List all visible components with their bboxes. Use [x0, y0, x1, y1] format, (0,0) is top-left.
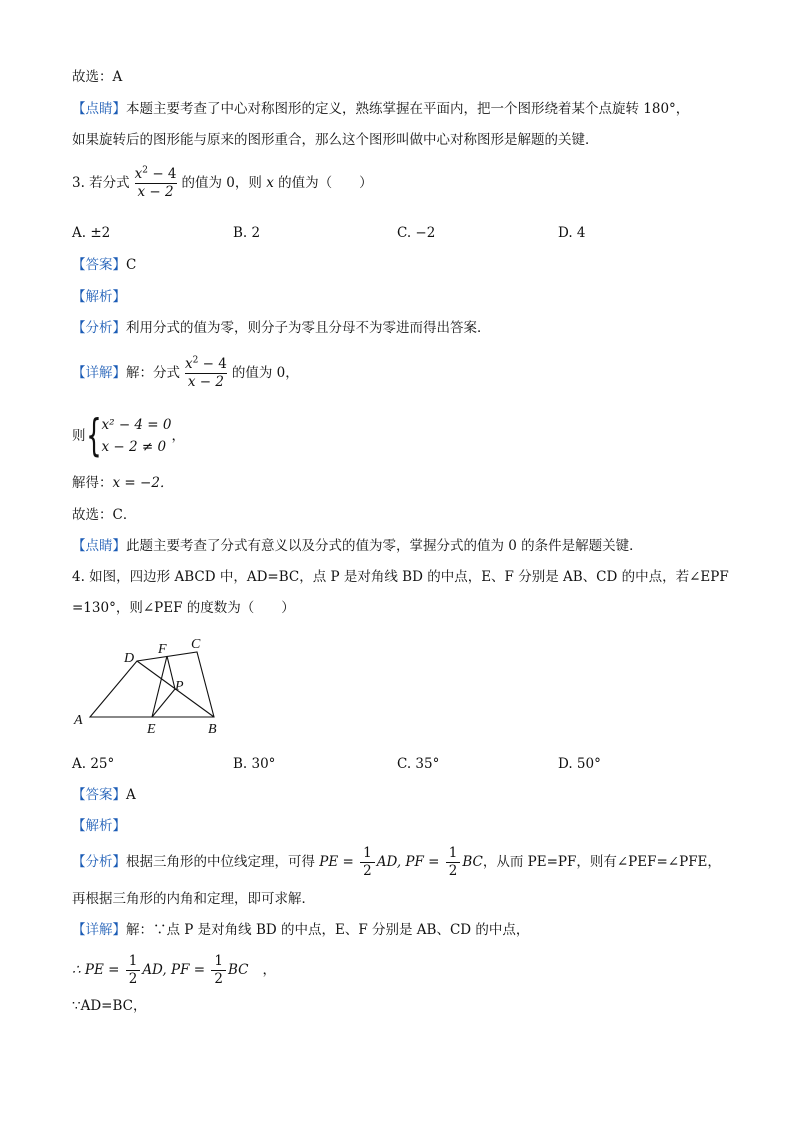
q3-system: [72, 410, 185, 461]
q3-option-b[interactable]: B. 2: [233, 225, 261, 241]
q4-therefore-ad: AD, PF =: [142, 962, 210, 978]
q4-half-num-3: 1: [128, 953, 138, 969]
q3-detail-den: x − 2: [185, 373, 227, 391]
q4-stem-1: 4. 如图，四边形 ABCD 中，AD=BC，点 P 是对角线 BD 的中点，E、F 分别是 AB、CD 的中点，若∠EPF: [72, 569, 729, 585]
q3-frac-num-x: x: [134, 166, 143, 182]
q4-fenxi-a: 根据三角形的中位线定理，可得: [126, 854, 320, 870]
q4-fenxi-half-1: [360, 845, 375, 880]
q3-suffix-a: 的值为 0，则: [181, 175, 267, 191]
label-d: D: [124, 651, 135, 666]
q3-detail-num-exp: 2: [192, 355, 199, 366]
q3-then: 则: [72, 428, 86, 444]
q3-frac-den: x − 2: [135, 183, 177, 201]
q4-half-num-2: 1: [448, 845, 458, 861]
q4-fenxi-b: ，从而 PE=PF，则有∠PEF=∠PFE，: [482, 854, 721, 870]
q4-therefore-pe: ∴ PE =: [72, 962, 124, 978]
q4-detail-tag: 【详解】: [72, 922, 126, 938]
q3-detail-tag: 【详解】: [72, 365, 126, 381]
q3-option-c[interactable]: C. −2: [397, 225, 436, 241]
q3-stem: [72, 166, 373, 201]
q4-answer-tag: 【答案】: [72, 787, 126, 803]
q3-equation-system: [85, 410, 172, 461]
q4-option-d[interactable]: D. 50°: [558, 756, 601, 772]
q4-therefore-bc: BC: [227, 962, 249, 978]
q3-detail-b: 的值为 0，: [231, 365, 299, 381]
q4-fenxi-tag: 【分析】: [72, 854, 126, 870]
q3-detail-fraction: [182, 356, 230, 391]
q4-figure: [60, 628, 240, 740]
choice-line: 故选：A: [72, 69, 123, 85]
q3-fenxi-text: 利用分式的值为零，则分子为零且分母不为零进而得出答案．: [126, 320, 491, 336]
q4-options: [72, 755, 722, 773]
q3-fenxi: [72, 319, 491, 337]
q3-option-a[interactable]: A. ±2: [72, 225, 111, 241]
q4-option-a[interactable]: A. 25°: [72, 756, 115, 772]
q3-analysis-tag: [72, 288, 126, 306]
q4-half-den-1: 2: [360, 862, 375, 880]
q4-option-c[interactable]: C. 35°: [397, 756, 440, 772]
q4-half-4: [211, 953, 226, 988]
q3-options: [72, 224, 722, 242]
q4-stem-2: =130°，则∠PEF 的度数为（ ）: [72, 600, 295, 616]
q3-comment-text: 此题主要考查了分式有意义以及分式的值为零，掌握分式的值为 0 的条件是解题关键．: [126, 538, 643, 554]
q3-frac-num-exp: 2: [142, 165, 149, 176]
q4-fenxi-half-2: [446, 845, 461, 880]
q3-answer-tag: 【答案】: [72, 257, 126, 273]
label-p: P: [175, 679, 184, 694]
q4-fenxi-ad: AD, PF =: [376, 854, 444, 870]
q3-prefix: 3. 若分式: [72, 175, 130, 191]
label-f: F: [158, 642, 167, 657]
q3-solve: [72, 474, 173, 492]
q4-answer-value: A: [126, 787, 136, 803]
q3-answer-value: C: [126, 257, 137, 273]
q3-option-d[interactable]: D. 4: [558, 225, 586, 241]
comment-tag: 【点睛】: [72, 101, 126, 117]
q4-analysis-tag: [72, 817, 126, 835]
q4-answer: [72, 786, 136, 804]
label-e: E: [147, 722, 156, 737]
q3-solve-label: 解得：: [72, 475, 113, 491]
q4-because: ∵AD=BC，: [72, 998, 147, 1014]
q3-fenxi-tag: 【分析】: [72, 320, 126, 336]
q4-detail-1: 解：∵点 P 是对角线 BD 的中点，E、F 分别是 AB、CD 的中点，: [126, 922, 530, 938]
q3-detail-num-x: x: [185, 356, 193, 372]
q3-detail: [72, 356, 299, 391]
q4-fenxi-pe: PE =: [319, 854, 359, 870]
q4-fenxi-2: 再根据三角形的内角和定理，即可求解．: [72, 891, 315, 907]
q4-detail: [72, 921, 529, 939]
quadrilateral-abcd: [90, 652, 214, 717]
comment-line-2: 如果旋转后的图形能与原来的图形重合，那么这个图形叫做中心对称图形是解题的关键．: [72, 132, 599, 148]
q3-choice: 故选：C．: [72, 507, 137, 523]
q3-answer: [72, 256, 136, 274]
q4-fenxi: [72, 845, 721, 880]
q3-analysis-label: 【解析】: [72, 289, 126, 305]
q4-half-den-2: 2: [446, 862, 461, 880]
q4-option-b[interactable]: B. 30°: [233, 756, 276, 772]
q3-detail-num-rest: − 4: [198, 356, 227, 372]
comment-text-1: 本题主要考查了中心对称图形的定义，熟练掌握在平面内，把一个图形绕着某个点旋转 180°，: [126, 101, 690, 117]
q4-therefore-comma: ，: [262, 962, 276, 978]
label-b: B: [208, 722, 217, 737]
q3-suffix-b: 的值为（ ）: [273, 175, 373, 191]
label-c: C: [191, 637, 201, 652]
q3-comment-tag: 【点睛】: [72, 538, 126, 554]
q3-fraction: [132, 166, 180, 201]
q4-half-num-4: 1: [214, 953, 223, 969]
q4-half-num-1: 1: [363, 845, 372, 861]
q3-solve-value: x = −2．: [112, 475, 174, 491]
q4-analysis-label: 【解析】: [72, 818, 126, 834]
q4-half-3: [126, 953, 141, 988]
q4-fenxi-bc: BC: [462, 854, 483, 870]
q3-var-x: x: [266, 175, 274, 191]
q4-therefore: [72, 953, 276, 988]
q3-eq-comma: ，: [171, 428, 185, 444]
label-a: A: [74, 713, 83, 728]
q3-detail-a: 解：分式: [126, 365, 180, 381]
q3-comment: [72, 537, 643, 555]
q3-frac-num-rest: − 4: [148, 166, 177, 182]
q4-half-den-4: 2: [211, 970, 226, 988]
brace-icon: {: [85, 410, 102, 461]
q4-half-den-3: 2: [126, 970, 141, 988]
q3-eq-1: x² − 4 = 0: [101, 417, 172, 433]
comment-line-1: [72, 100, 689, 118]
q3-eq-2: x − 2 ≠ 0: [101, 439, 167, 455]
